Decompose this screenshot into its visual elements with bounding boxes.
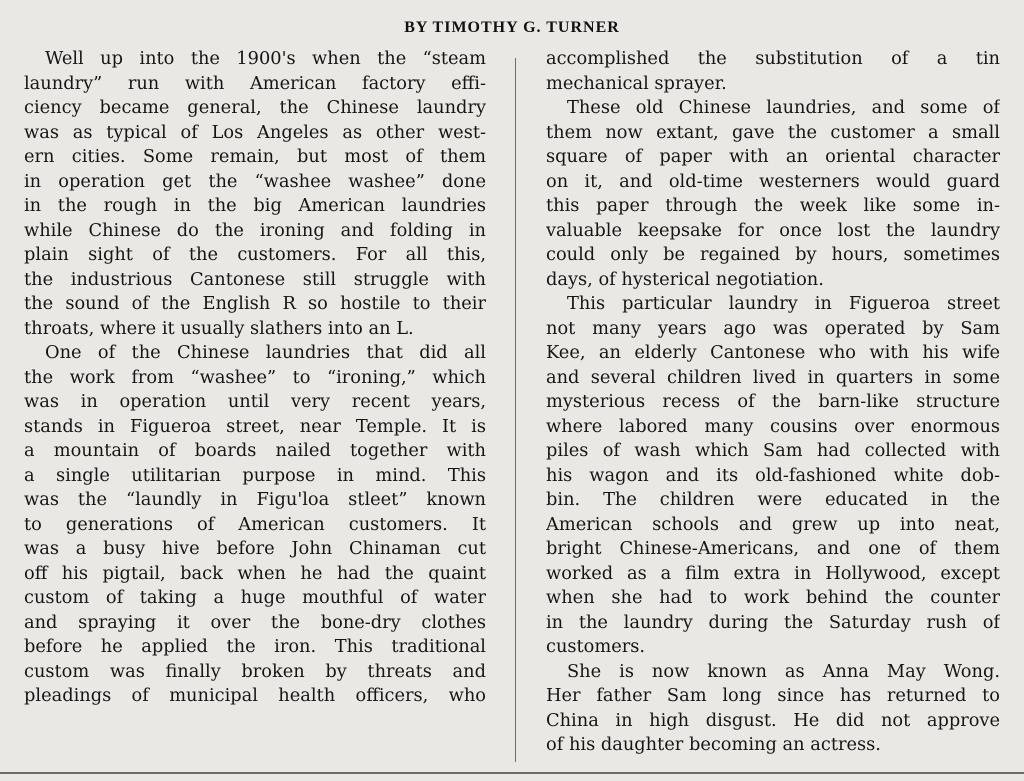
text-line: before he applied the iron. This traditional	[24, 636, 486, 657]
text-line: to generations of American customers. It	[24, 513, 486, 535]
text-line: days, of hysterical negotiation.	[546, 268, 824, 290]
text-line: in the laundry during the Saturday rush of	[546, 611, 1000, 633]
text-line: and several children lived in quarters in some	[546, 366, 1000, 388]
text-line: pleadings of municipal health officers, who	[24, 685, 486, 706]
text-line: the industrious Cantonese still struggle with	[24, 268, 486, 290]
text-line: mechanical sprayer.	[546, 72, 727, 94]
text-line: throats, where it usually slathers into an L.	[24, 317, 414, 339]
text-line: China in high disgust. He did not approve	[546, 709, 1000, 731]
text-line: was as typical of Los Angeles as other west-	[24, 121, 486, 143]
text-line: valuable keepsake for once lost the laundry	[546, 219, 1000, 241]
text-line: not many years ago was operated by Sam	[546, 317, 1000, 339]
right-column	[546, 47, 1000, 758]
left-column	[24, 47, 486, 709]
text-line: mysterious recess of the barn-like structure	[546, 391, 1000, 412]
text-line: Well up into the 1900's when the “steam	[45, 48, 486, 69]
text-line: on it, and old-time westerners would guard	[546, 170, 1000, 192]
text-line: them now extant, gave the customer a small	[546, 121, 1000, 143]
text-line: This particular laundry in Figueroa street	[567, 293, 1000, 314]
text-line: ern cities. Some remain, but most of them	[24, 146, 486, 167]
text-line: when she had to work behind the counter	[546, 587, 1000, 608]
text-line: his wagon and its old-fashioned white dob-	[546, 464, 1000, 486]
text-line: bin. The children were educated in the	[546, 489, 1000, 510]
text-line: a single utilitarian purpose in mind. This	[24, 464, 486, 486]
text-line: was a busy hive before John Chinaman cut	[24, 538, 486, 559]
text-line: custom was finally broken by threats and	[24, 660, 486, 682]
text-line: One of the Chinese laundries that did all	[45, 342, 486, 363]
byline: BY TIMOTHY G. TURNER	[404, 19, 620, 36]
text-line: ciency became general, the Chinese laundry	[24, 97, 486, 118]
text-line: custom of taking a huge mouthful of water	[24, 587, 486, 608]
text-line: customers.	[546, 636, 646, 657]
text-line: was the “laundly in Figu'loa stleet” known	[24, 489, 486, 510]
text-line: These old Chinese laundries, and some of	[567, 97, 1000, 118]
text-line: in operation get the “washee washee” done	[24, 170, 486, 192]
text-line: the work from “washee” to “ironing,” which	[24, 366, 486, 388]
column-divider	[515, 58, 516, 762]
text-line: of his daughter becoming an actress.	[546, 734, 881, 755]
text-line: Her father Sam long since has returned to	[546, 685, 1000, 706]
text-line: this paper through the week like some in-	[546, 195, 1000, 216]
text-line: piles of wash which Sam had collected with	[546, 440, 1000, 461]
text-line: She is now known as Anna May Wong.	[567, 660, 1000, 682]
text-line: worked as a film extra in Hollywood, except	[546, 562, 1000, 584]
text-line: in the rough in the big American laundries	[24, 195, 486, 216]
text-line: accomplished the substitution of a tin	[546, 48, 1000, 69]
text-line: square of paper with an oriental character	[546, 146, 1000, 167]
text-line: stands in Figueroa street, near Temple. It is	[24, 415, 486, 437]
text-line: American schools and grew up into neat,	[546, 513, 1000, 535]
text-line: bright Chinese-Americans, and one of them	[546, 538, 1000, 559]
text-line: laundry” run with American factory effi-	[24, 72, 486, 94]
text-line: was in operation until very recent years,	[24, 391, 486, 412]
text-line: Kee, an elderly Cantonese who with his wife	[546, 342, 1000, 363]
text-line: where labored many cousins over enormous	[546, 415, 1000, 437]
text-line: while Chinese do the ironing and folding in	[24, 219, 486, 241]
text-line: plain sight of the customers. For all this,	[24, 244, 486, 265]
text-line: a mountain of boards nailed together with	[24, 440, 486, 461]
text-line: and spraying it over the bone-dry clothes	[24, 611, 486, 633]
text-line: off his pigtail, back when he had the quaint	[24, 562, 486, 584]
text-line: the sound of the English R so hostile to their	[24, 293, 486, 314]
bottom-rule	[0, 772, 1024, 774]
text-line: could only be regained by hours, sometimes	[546, 244, 1000, 265]
